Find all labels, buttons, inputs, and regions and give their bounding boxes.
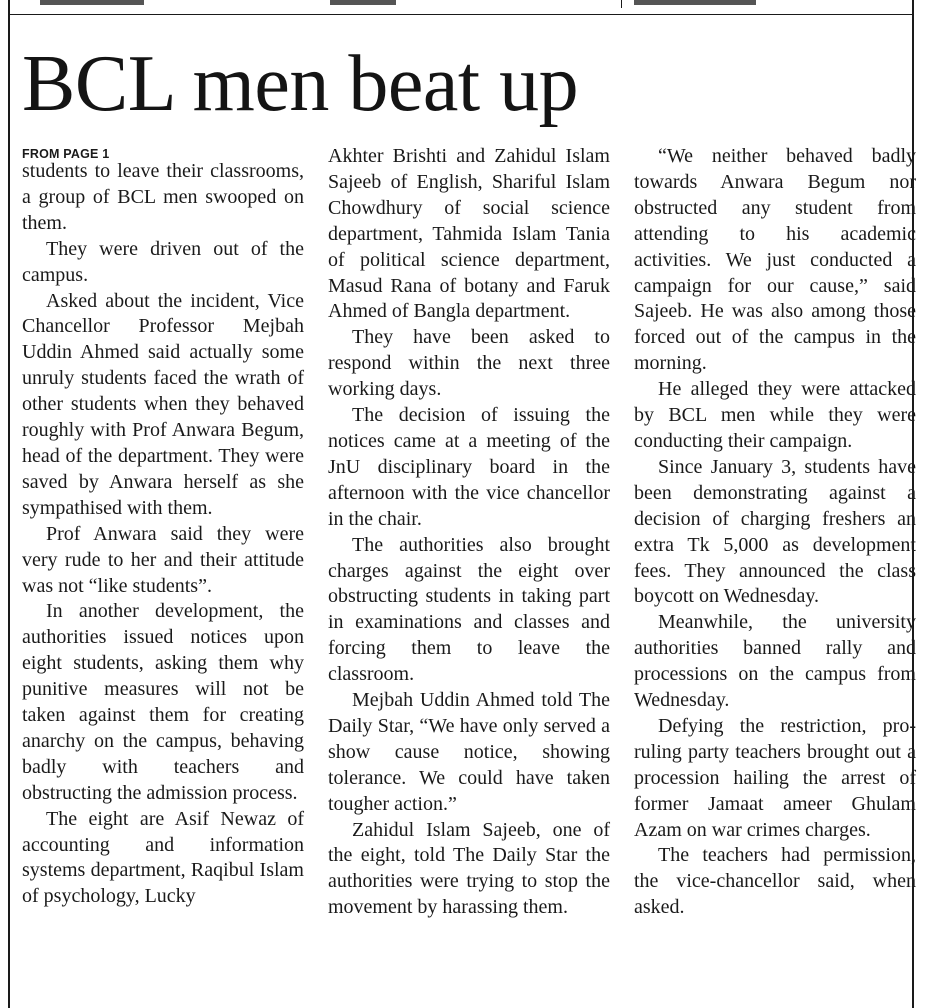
column-divider-tick	[621, 0, 622, 8]
jump-label: FROM PAGE 1	[22, 147, 110, 161]
body-paragraph: The authorities also brought charges against the eight over obstructing students in taking part in examinations and classes and forcing them to leave the classroom.	[328, 533, 610, 686]
body-paragraph: Asked about the incident, Vice Chancellor Professor Mejbah Uddin Ahmed said actually some unruly students faced the wrath of other students when they behaved roughly with Prof Anwara Begum, head of the department. They were saved by Anwara herself as she sympathised with them.	[22, 289, 304, 519]
body-paragraph: They have been asked to respond within the next three working days.	[328, 326, 610, 401]
body-paragraph: Meanwhile, the university authorities banned rally and processions on the campus from Wednesday.	[634, 611, 916, 712]
body-paragraph: The teachers had permission, the vice-chancellor said, when asked.	[634, 844, 916, 919]
clipped-text-remnant	[40, 0, 144, 5]
article-column-2	[328, 144, 610, 921]
body-paragraph: Prof Anwara said they were very rude to her and their attitude was not “like students”.	[22, 522, 304, 597]
body-paragraph: “We neither behaved badly towards Anwara Begum nor obstructed any student from attending to his academic activities. We just conducted a campaign for our cause,” said Sajeeb. He was also among those forced out of the campus in the morning.	[634, 145, 916, 375]
body-paragraph: Since January 3, students have been demonstrating against a decision of charging freshers an extra Tk 5,000 as development fees. They announced the class boycott on Wednesday.	[634, 455, 916, 608]
headline: BCL men beat up	[22, 40, 579, 128]
body-paragraph: The eight are Asif Newaz of accounting and information systems department, Raqibul Islam of psychology, Lucky	[22, 807, 304, 908]
top-rule	[10, 14, 912, 15]
clipped-text-remnant	[330, 0, 396, 5]
article-column-1	[22, 159, 304, 910]
newspaper-clipping	[8, 0, 914, 1008]
clipped-text-remnant	[634, 0, 756, 5]
body-paragraph: He alleged they were attacked by BCL men while they were conducting their campaign.	[634, 378, 916, 452]
body-paragraph: Mejbah Uddin Ahmed told The Daily Star, “We have only served a show cause notice, showing tolerance. We could have taken tougher action.”	[328, 689, 610, 815]
body-paragraph: Akhter Brishti and Zahidul Islam Sajeeb of English, Shariful Islam Chowdhury of social science department, Tahmida Islam Tania of political science department, Masud Rana of botany and Faruk Ahmed of Bangla department.	[328, 145, 610, 323]
article-column-3	[634, 144, 916, 921]
body-paragraph: students to leave their classrooms, a group of BCL men swooped on them.	[22, 160, 304, 234]
body-paragraph: Defying the restriction, pro-ruling party teachers brought out a procession hailing the arrest of former Jamaat ameer Ghulam Azam on war crimes charges.	[634, 714, 916, 841]
body-paragraph: In another development, the authorities issued notices upon eight students, asking them why punitive measures will not be taken against them for creating anarchy on the campus, behaving badly with teachers and obstructing the admission process.	[22, 600, 304, 804]
body-paragraph: They were driven out of the campus.	[22, 237, 304, 286]
body-paragraph: The decision of issuing the notices came at a meeting of the JnU disciplinary board in the afternoon with the vice chancellor in the chair.	[328, 404, 610, 530]
body-paragraph: Zahidul Islam Sajeeb, one of the eight, told The Daily Star the authorities were trying to stop the movement by harassing them.	[328, 818, 610, 919]
